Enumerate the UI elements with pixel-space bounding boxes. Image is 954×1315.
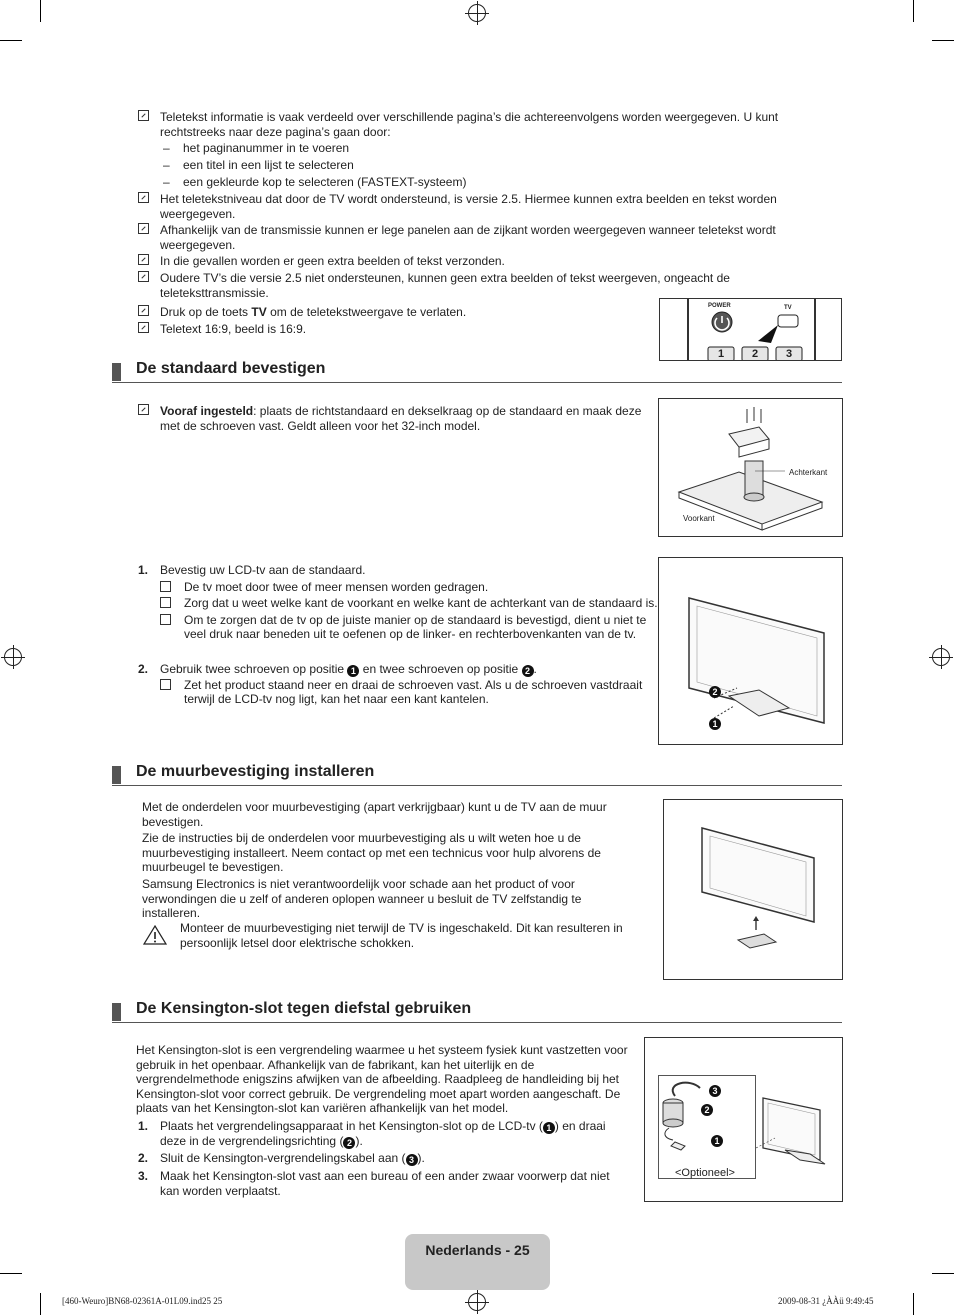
tv-stand-figure (658, 557, 843, 745)
note-item: De tv moet door twee of meer mensen worden gedragen. (160, 580, 660, 594)
marker-2-icon: 2 (709, 686, 721, 698)
note-icon (160, 597, 171, 608)
wall-paragraph: Samsung Electronics is niet verantwoordelijk voor schade aan het product of voor verwondingen die u zelf of anderen oplopen wanneer u besluit de TV zelfstandig te installeren. (142, 877, 582, 920)
marker-1-icon: 1 (347, 665, 359, 677)
note-item: Het teletekstniveau dat door de TV wordt ondersteund, is versie 2.5. Hiermee kunnen extra beelden en tekst worden weergegeven. (138, 192, 798, 221)
remote-illustration (660, 299, 841, 360)
tv-back-illustration (659, 558, 842, 744)
note-icon (160, 679, 171, 690)
section-heading: De standaard bevestigen (112, 360, 842, 383)
note-item: Teletekst informatie is vaak verdeeld over verschillende pagina’s die achtereenvolgens worden weergegeven. U kunt rechtstreeks naar deze pagina’s gaan door: (138, 110, 798, 139)
hand-icon (138, 305, 149, 316)
crop-mark (0, 1273, 22, 1274)
page-number-tab: Nederlands - 25 (405, 1234, 550, 1290)
crop-mark (40, 1293, 41, 1315)
crop-mark (913, 0, 914, 22)
crop-mark (0, 40, 22, 41)
registration-mark-icon (4, 648, 22, 666)
note-icon (138, 192, 149, 203)
note-icon (138, 322, 149, 333)
note-icon (138, 271, 149, 282)
note-icon (138, 254, 149, 265)
note-icon (138, 223, 149, 234)
stand-figure: Achterkant Voorkant (658, 398, 843, 537)
note-item: Zorg dat u weet welke kant de voorkant en welke kant de achterkant van de standaard is. (160, 596, 660, 610)
crop-mark (40, 0, 41, 22)
note-icon (160, 581, 171, 592)
marker-3-icon: 3 (709, 1085, 721, 1097)
registration-mark-icon (468, 4, 486, 22)
remote-figure: POWER TV 1 2 3 (659, 298, 842, 361)
list-item: – het paginanummer in te voeren (163, 141, 349, 155)
list-item: – een gekleurde kop te selecteren (FASTEXT-systeem) (163, 175, 466, 189)
registration-mark-icon (932, 648, 950, 666)
slug-right: 2009-08-31 ¿ÀÀü 9:49:45 (778, 1296, 874, 1306)
marker-2-icon: 2 (522, 665, 534, 677)
section-heading: De Kensington-slot tegen diefstal gebruiken (112, 1000, 842, 1023)
warning-icon (142, 924, 168, 946)
note-item: Vooraf ingesteld: plaats de richtstandaard en dekselkraag op de standaard en maak deze met de schroeven vast. Geldt alleen voor het 32-inch model. (138, 404, 658, 433)
marker-3-icon: 3 (406, 1154, 418, 1166)
note-icon (138, 110, 149, 121)
crop-mark (932, 40, 954, 41)
note-item: Afhankelijk van de transmissie kunnen er lege panelen aan de zijkant worden weergegeven wanneer teletekst wordt weergegeven. (138, 223, 798, 252)
note-item: In die gevallen worden er geen extra beelden of tekst verzonden. (138, 254, 798, 269)
crop-mark (913, 1293, 914, 1315)
note-item: Om te zorgen dat de tv op de juiste manier op de standaard is bevestigd, dient u niet te veel druk naar beneden uit te oefenen op de linker- en rechterbovenkanten van de tv. (160, 613, 650, 641)
wall-mount-figure (663, 799, 843, 980)
kensington-figure: 3 2 1 <Optioneel> (644, 1037, 843, 1202)
registration-mark-icon (468, 1293, 486, 1311)
kensington-intro: Het Kensington-slot is een vergrendeling waarmee u het systeem fysiek kunt vastzetten voor gebruik in het openbaar. Afhankelijk van de fabrikant, kan het uiterlijk en de vergrendelmethode enigszins afwijken van de afbeelding. Raadpleeg de handleiding bij het Kensington-slot voor correct gebruik. De vergrendeling moet apart worden aangeschaft. De plaats van het Kensington-slot kan variëren afhankelijk van het model. (136, 1043, 628, 1115)
marker-1-icon: 1 (711, 1135, 723, 1147)
marker-1-icon: 1 (709, 718, 721, 730)
wall-paragraph: Zie de instructies bij de onderdelen voor muurbevestiging als u wilt weten hoe u de muurbevestiging installeert. Neem contact op met een technicus voor hulp alvorens de muurbeugel te bevestigen. (142, 831, 601, 874)
wall-warning: Monteer de muurbevestiging niet terwijl de TV is ingeschakeld. Dit kan resulteren in persoonlijk letsel door elektrische schokken. (180, 921, 623, 950)
wall-mount-illustration (664, 800, 842, 979)
marker-2-icon: 2 (701, 1104, 713, 1116)
note-icon (138, 404, 149, 415)
note-item: Druk op de toets TV om de teletekstweergave te verlaten. (138, 305, 638, 320)
marker-2-icon: 2 (343, 1137, 355, 1149)
note-item: Oudere TV’s die versie 2.5 niet ondersteunen, kunnen geen extra beelden of tekst weergeven, ongeacht de teleteksttransmissie. (138, 271, 758, 300)
slug-left: [460-Weuro]BN68-02361A-01L09.ind25 25 (62, 1296, 223, 1306)
note-item: Zet het product staand neer en draai de schroeven vast. Als u de schroeven vastdraait terwijl de LCD-tv nog ligt, kan het naar een kant kantelen. (160, 678, 660, 706)
note-item: Teletext 16:9, beeld is 16:9. (138, 322, 638, 337)
section-heading: De muurbevestiging installeren (112, 763, 842, 786)
wall-paragraph: Met de onderdelen voor muurbevestiging (apart verkrijgbaar) kunt u de TV aan de muur bevestigen. (142, 800, 607, 829)
list-item: – een titel in een lijst te selecteren (163, 158, 354, 172)
marker-1-icon: 1 (543, 1122, 555, 1134)
note-icon (160, 614, 171, 625)
crop-mark (932, 1273, 954, 1274)
